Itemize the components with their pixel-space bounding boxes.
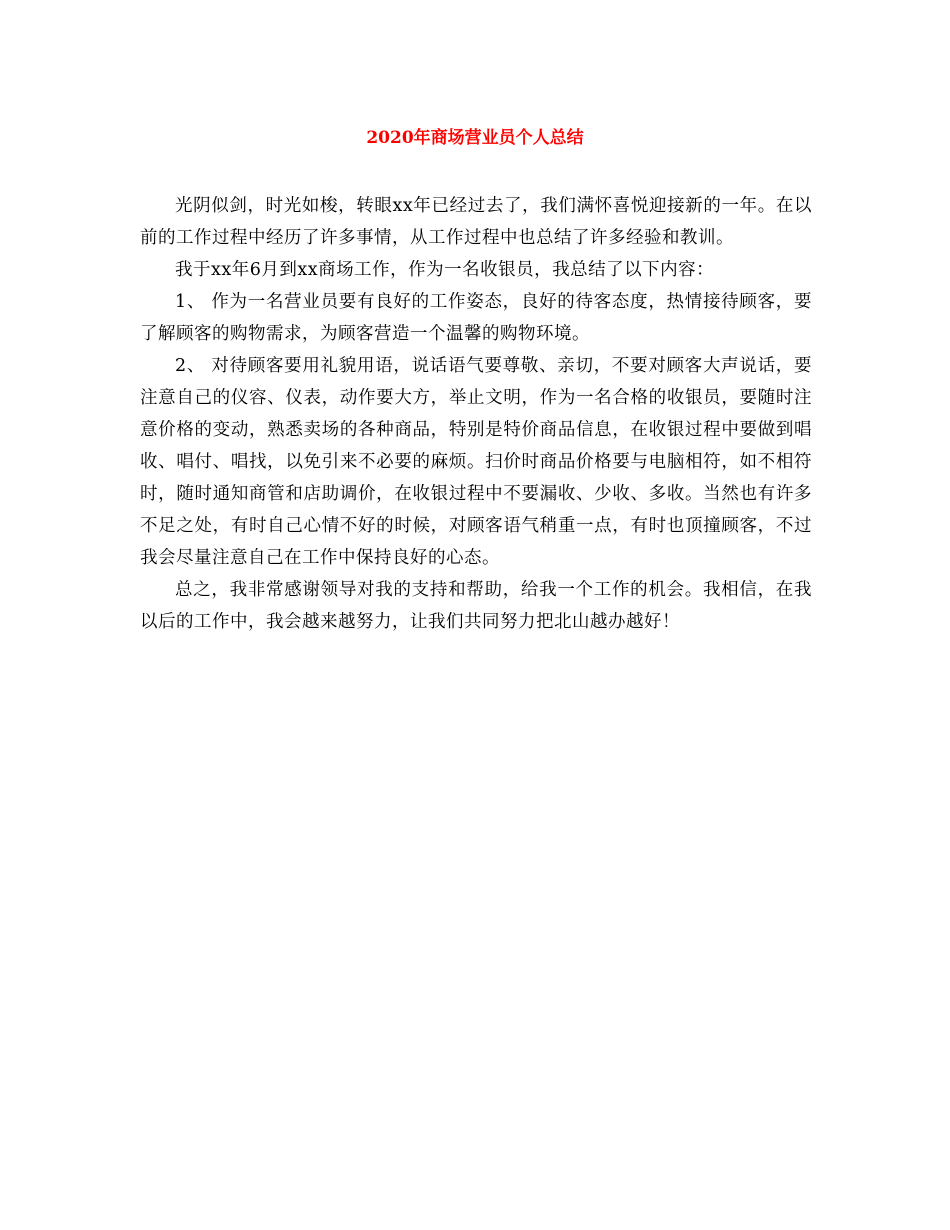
paragraph-point-1: 1、 作为一名营业员要有良好的工作姿态，良好的待客态度，热情接待顾客，要了解顾客的购物需求，为顾客营造一个温馨的购物环境。 (140, 292, 812, 344)
paragraph-intro: 光阴似剑，时光如梭，转眼xx年已经过去了，我们满怀喜悦迎接新的一年。在以前的工作过程中经历了许多事情，从工作过程中也总结了许多经验和教训。 (140, 196, 812, 248)
document-body (140, 190, 812, 638)
paragraph-conclusion: 总之，我非常感谢领导对我的支持和帮助，给我一个工作的机会。我相信，在我以后的工作中，我会越来越努力，让我们共同努力把北山越办越好！ (140, 580, 812, 632)
paragraph-overview: 我于xx年6月到xx商场工作，作为一名收银员，我总结了以下内容： (175, 260, 715, 280)
paragraph-point-2: 2、 对待顾客要用礼貌用语，说话语气要尊敬、亲切，不要对顾客大声说话，要注意自己的仪容、仪表，动作要大方，举止文明，作为一名合格的收银员，要随时注意价格的变动，熟悉卖场的各种商品，特别是特价商品信息，在收银过程中要做到唱收、唱付、唱找，以免引来不必要的麻烦。扫价时商品价格要与电脑相符，如不相符时，随时通知商管和店助调价，在收银过程中不要漏收、少收、多收。当然也有许多不足之处，有时自己心情不好的时候，对顾客语气稍重一点，有时也顶撞顾客，不过我会尽量注意自己在工作中保持良好的心态。 (140, 356, 812, 568)
document-title: 2020年商场营业员个人总结 (366, 128, 584, 148)
